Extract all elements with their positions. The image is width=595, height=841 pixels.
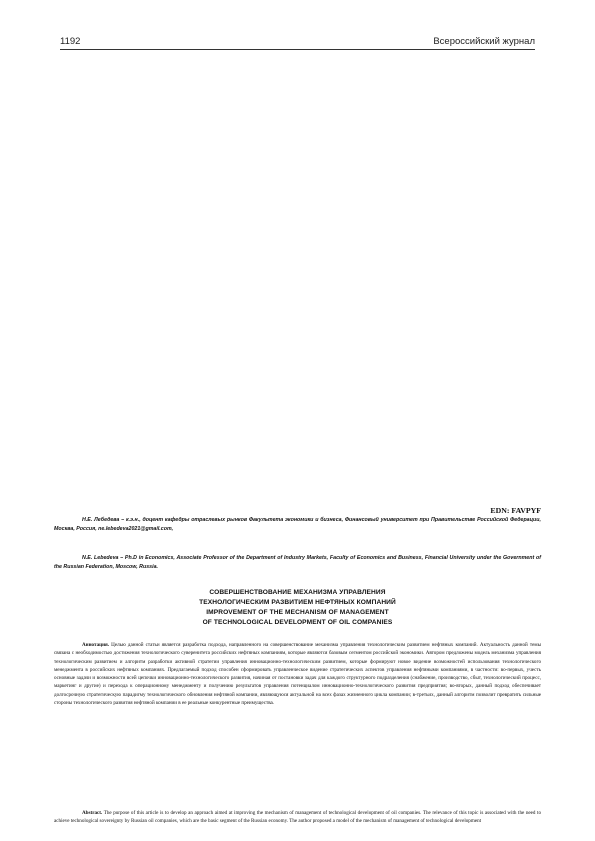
abstract-ru-text: Целью данной статьи является разработка подхода, направленного на совершенствование механизма управления технологическим развитием нефтяных компаний. Актуальность данной темы связана с необходимостью достижения технологического суверенитета российских нефтяных компаниям, которые являются базовым сегментом российской экономики. Автором предложены модель механизма управления технологическим развитием и алгоритм разработки активной стратегии управления инновационно-технологическим развитием, которые формируют новое видение возможностей использования технологического менеджмента в российских нефтяных компаниях. Предлагаемый подход способен сформировать управленческое видение стратегических аспектов управления нефтяными компаниями, в частности: во-первых, учесть основные задачи и возможности всей цепочки инновационно-технологического развития, начиная от постановки задач для каждого структурного подразделения (снабжение, производство, сбыт, технологический процесс, маркетинг и другие) и перехода к операционному менеджменту и получению результатов управления потенциалом инновационно-технологического развития предприятия; во-вторых, данный подход обеспечивает долгосрочную стратегическую парадигму технологического обновления нефтяной компании, являющуюся актуальной на всех фазах жизненного цикла компании; в-третьих, данный алгоритм позволит превратить сильные стороны технологического развития нефтяной компании в ее реальные конкурентные преимущества.: [54, 642, 541, 706]
abstract-en-label: Abstract.: [82, 810, 103, 816]
abstract-ru: [54, 641, 541, 707]
title-ru-line-2: ТЕХНОЛОГИЧЕСКИМ РАЗВИТИЕМ НЕФТЯНЫХ КОМПАНИЙ: [199, 599, 396, 606]
author-info-ru: Н.Е. Лебедева – к.э.н., доцент кафедры отраслевых рынков Факультета экономики и бизнеса, Финансовый университет при Правительстве Российской Федерации, Москва, Россия, ne.lebedeva2021@gmail.com,: [54, 517, 541, 533]
title-en-line-2: OF TECHNOLOGICAL DEVELOPMENT OF OIL COMPANIES: [202, 619, 393, 626]
header-rule: [60, 49, 535, 50]
abstract-en-text: The purpose of this article is to develop an approach aimed at improving the mechanism of management of technological development of oil companies. The relevance of this topic is associated with the need to achieve technological sovereignty by Russian oil companies, which are the basic segment of the Russian economy. The author proposed a model of the mechanism of management of technological development: [54, 810, 541, 825]
author-info-en: N.E. Lebedeva – Ph.D in Economics, Associate Professor of the Department of Industry Markets, Faculty of Economics and Business, Financial University under the Government of the Russian Federation, Moscow, Russia.: [54, 555, 541, 571]
title-ru-line-1: СОВЕРШЕНСТВОВАНИЕ МЕХАНИЗМА УПРАВЛЕНИЯ: [209, 589, 386, 596]
journal-name: Всероссийский журнал: [433, 36, 535, 47]
edn-code: EDN: FAVPYF: [490, 506, 541, 515]
abstract-en: [54, 809, 541, 826]
title-en-line-1: IMPROVEMENT OF THE MECHANISM OF MANAGEMENT: [206, 609, 389, 616]
article-title: [54, 588, 541, 628]
abstract-ru-label: Аннотация.: [82, 642, 110, 648]
running-header: [60, 36, 535, 50]
page-number: 1192: [60, 36, 81, 47]
